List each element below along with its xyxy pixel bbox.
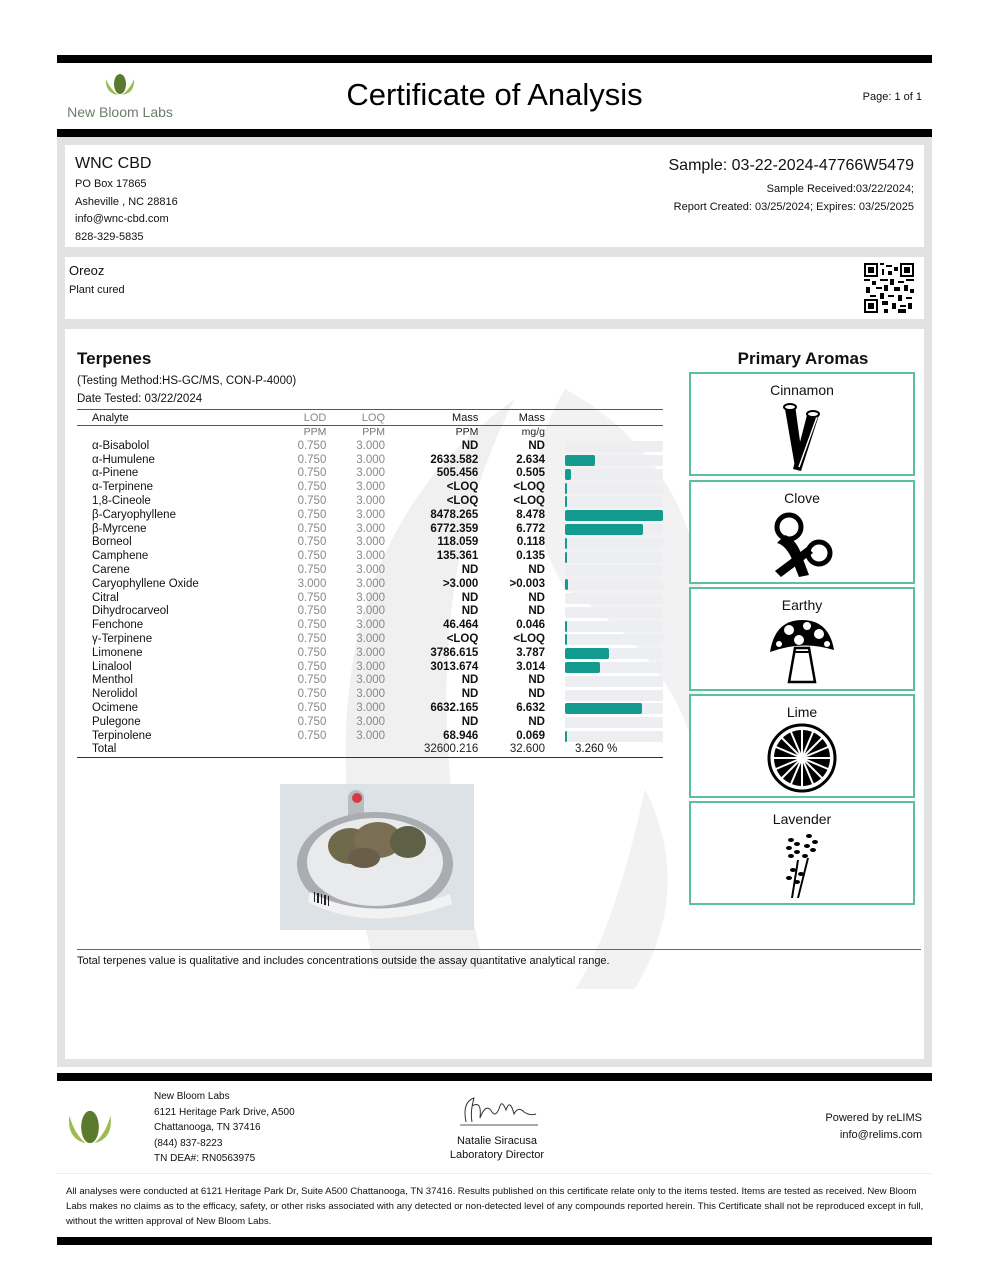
table-row — [77, 605, 663, 619]
concentration-bar-track — [565, 552, 663, 563]
concentration-bar — [565, 703, 642, 714]
product-name: Oreoz — [69, 263, 105, 278]
concentration-bar — [565, 648, 609, 659]
lod-value: 0.750 — [297, 591, 327, 604]
page-title: Certificate of Analysis — [346, 77, 643, 112]
table-row — [77, 523, 663, 537]
concentration-bar-cell — [545, 716, 663, 730]
note-divider — [77, 949, 921, 950]
table-row — [77, 674, 663, 688]
mass-mg-value: 0.135 — [516, 550, 545, 563]
loq-value: 3.000 — [356, 674, 386, 687]
lab-phone: (844) 837-8223 — [154, 1137, 223, 1149]
mass-ppm-value: <LOQ — [446, 481, 479, 494]
client-name: WNC CBD — [75, 155, 152, 172]
mass-ppm-value: ND — [461, 674, 479, 687]
concentration-bar-track — [565, 538, 663, 549]
top-rule — [57, 55, 932, 63]
concentration-bar-track — [565, 648, 663, 659]
table-row — [77, 688, 663, 702]
analyte-name: Camphene — [92, 550, 149, 563]
aromas-title: Primary Aromas — [737, 349, 869, 368]
lab-name: New Bloom Labs — [67, 104, 173, 120]
concentration-bar-track — [565, 731, 663, 742]
page-footer — [57, 1082, 932, 1172]
lod-value: 0.750 — [297, 646, 327, 659]
concentration-bar-track — [565, 621, 663, 632]
mass-ppm-value: >3.000 — [442, 577, 479, 590]
col-mass-mg: Mass — [478, 410, 545, 426]
mass-ppm-value: 135.361 — [436, 550, 479, 563]
concentration-bar-cell — [545, 661, 663, 675]
aroma-card-cinnamon — [689, 372, 915, 476]
mass-ppm-value: <LOQ — [446, 494, 479, 507]
analyte-name: β-Caryophyllene — [92, 508, 176, 521]
lod-value: 0.750 — [297, 467, 327, 480]
disclaimer: All analyses were conducted at 6121 Heritage Park Dr, Suite A500 Chattanooga, TN 37416. Results published on this certificate relate only to the items tested. Items are tested as received. New Bloom Labs makes no claims as to the efficacy, safety, or other risks associated with any detected or non-detected level of any compounds reported herein. This Certificate shall not be reproduced except in full, without the written approval of New Bloom Labs. — [66, 1186, 924, 1227]
concentration-bar — [565, 621, 567, 632]
mass-mg-value: 6.772 — [516, 522, 545, 535]
unit-ppm: PPM — [455, 426, 479, 438]
powered-by-email[interactable]: info@relims.com — [839, 1129, 922, 1141]
mass-mg-value: <LOQ — [513, 494, 545, 507]
table-row — [77, 467, 663, 481]
bloom-logo-icon — [65, 1106, 115, 1148]
loq-value: 3.000 — [356, 646, 386, 659]
lod-value: 0.750 — [297, 701, 327, 714]
mass-ppm-value: 6632.165 — [430, 701, 479, 714]
client-address-line: Asheville , NC 28816 — [75, 195, 178, 208]
loq-value: 3.000 — [356, 660, 386, 673]
table-row — [77, 454, 663, 468]
analyte-name: Limonene — [92, 646, 143, 659]
concentration-bar — [565, 552, 567, 563]
concentration-bar-cell — [545, 647, 663, 661]
concentration-bar-cell — [545, 481, 663, 495]
concentration-bar-cell — [545, 605, 663, 619]
mass-ppm-value: ND — [461, 439, 479, 452]
loq-value: 3.000 — [356, 467, 386, 480]
client-address — [75, 176, 178, 246]
loq-value: 3.000 — [356, 619, 386, 632]
product-type: Plant cured — [69, 284, 125, 296]
table-row — [77, 592, 663, 606]
mass-mg-value: 6.632 — [516, 701, 545, 714]
aroma-label: Earthy — [781, 597, 823, 613]
lod-value: 3.000 — [297, 577, 327, 590]
clove-icon — [767, 509, 837, 579]
col-bar — [545, 410, 663, 426]
table-row — [77, 550, 663, 564]
loq-value: 3.000 — [356, 715, 386, 728]
concentration-bar-track — [565, 593, 663, 604]
sample-id: Sample: 03-22-2024-47766W5479 — [668, 157, 914, 174]
signature-block — [437, 1092, 557, 1161]
mass-ppm-value: 3013.674 — [430, 660, 479, 673]
lod-value: 0.750 — [297, 674, 327, 687]
lavender-icon — [777, 830, 827, 900]
table-row — [77, 716, 663, 730]
loq-value: 3.000 — [356, 632, 386, 645]
concentration-bar-track — [565, 634, 663, 645]
lod-value: 0.750 — [297, 563, 327, 576]
mass-mg-value: <LOQ — [513, 481, 545, 494]
concentration-bar-track — [565, 676, 663, 687]
content-frame — [57, 137, 932, 1067]
table-row — [77, 578, 663, 592]
concentration-bar-cell — [545, 674, 663, 688]
analyte-name: Menthol — [92, 674, 133, 687]
sample-photo-image — [280, 784, 474, 930]
signer-name: Natalie Siracusa — [456, 1135, 538, 1147]
table-row — [77, 619, 663, 633]
testing-method: (Testing Method:HS-GC/MS, CON-P-4000) — [77, 375, 297, 387]
total-row — [77, 743, 663, 757]
col-analyte: Analyte — [77, 410, 272, 426]
concentration-bar-track — [565, 565, 663, 576]
concentration-bar — [565, 662, 600, 673]
mass-mg-value: 0.505 — [516, 467, 545, 480]
aroma-card-earthy — [689, 587, 915, 691]
analyte-name: Ocimene — [92, 701, 139, 714]
concentration-bar-cell — [545, 578, 663, 592]
page-header — [57, 63, 932, 129]
mass-ppm-value: 6772.359 — [430, 522, 479, 535]
page-number: Page: 1 of 1 — [862, 91, 922, 103]
concentration-bar — [565, 496, 567, 507]
concentration-bar — [565, 524, 643, 535]
concentration-bar-cell — [545, 454, 663, 468]
results-panel — [65, 329, 924, 1059]
header-rule — [57, 129, 932, 137]
analyte-name: α-Terpinene — [92, 481, 153, 494]
client-email: info@wnc-cbd.com — [75, 213, 169, 225]
mass-mg-value: 0.118 — [516, 536, 545, 549]
concentration-bar-cell — [545, 688, 663, 702]
mass-mg-value: 2.634 — [516, 453, 545, 466]
concentration-bar — [565, 455, 595, 466]
sample-meta — [674, 181, 914, 216]
concentration-bar-cell — [545, 592, 663, 606]
client-panel — [65, 145, 924, 247]
analyte-name: γ-Terpinene — [92, 632, 153, 645]
mushroom-icon — [767, 616, 837, 686]
table-row — [77, 730, 663, 744]
analyte-name: β-Myrcene — [92, 522, 147, 535]
col-lod: LOD — [272, 410, 326, 426]
concentration-bar — [565, 483, 567, 494]
lod-value: 0.750 — [297, 688, 327, 701]
aroma-label: Clove — [784, 490, 820, 506]
loq-value: 3.000 — [356, 481, 386, 494]
powered-by — [825, 1110, 922, 1144]
concentration-bar-track — [565, 483, 663, 494]
loq-value: 3.000 — [356, 522, 386, 535]
signature-icon — [452, 1092, 542, 1128]
aroma-card-clove — [689, 480, 915, 584]
concentration-bar — [565, 731, 567, 742]
footer-divider — [57, 1173, 932, 1174]
table-header-row — [77, 410, 663, 426]
unit-loq: PPM — [362, 426, 386, 438]
col-loq: LOQ — [326, 410, 385, 426]
mass-mg-value: 3.787 — [516, 646, 545, 659]
analyte-name: Carene — [92, 563, 130, 576]
mass-mg-value: 0.046 — [516, 619, 545, 632]
mass-mg-value: 8.478 — [516, 508, 545, 521]
concentration-bar-cell — [545, 564, 663, 578]
mass-ppm-value: ND — [461, 688, 479, 701]
concentration-bar-track — [565, 662, 663, 673]
concentration-bar-cell — [545, 633, 663, 647]
concentration-bar-cell — [545, 550, 663, 564]
total-ppm: 32600.216 — [385, 743, 478, 757]
mass-ppm-value: 3786.615 — [430, 646, 479, 659]
mass-mg-value: ND — [528, 591, 545, 604]
powered-by-text: Powered by reLIMS — [825, 1112, 922, 1124]
concentration-bar-cell — [545, 495, 663, 509]
table-row — [77, 440, 663, 454]
mass-mg-value: ND — [528, 674, 545, 687]
analyte-name: Fenchone — [92, 619, 144, 632]
cinnamon-icon — [777, 401, 827, 473]
concentration-bar-cell — [545, 523, 663, 537]
concentration-bar-cell — [545, 702, 663, 716]
table-row — [77, 702, 663, 716]
client-address-line: PO Box 17865 — [75, 178, 147, 190]
mass-ppm-value: ND — [461, 605, 479, 618]
analyte-name: 1,8-Cineole — [92, 494, 151, 507]
concentration-bar-track — [565, 510, 663, 521]
mass-mg-value: 0.069 — [516, 729, 545, 742]
analyte-name: α-Humulene — [92, 453, 155, 466]
table-row — [77, 536, 663, 550]
table-row — [77, 564, 663, 578]
loq-value: 3.000 — [356, 536, 386, 549]
loq-value: 3.000 — [356, 494, 386, 507]
table-row — [77, 509, 663, 523]
total-percent: 3.260 % — [545, 743, 663, 757]
qr-code-icon[interactable] — [864, 263, 914, 313]
lod-value: 0.750 — [297, 508, 327, 521]
sample-received: Sample Received:03/22/2024; — [766, 183, 914, 195]
concentration-bar-track — [565, 469, 663, 480]
mass-mg-value: ND — [528, 563, 545, 576]
loq-value: 3.000 — [356, 688, 386, 701]
loq-value: 3.000 — [356, 577, 386, 590]
lod-value: 0.750 — [297, 715, 327, 728]
bottom-rule — [57, 1237, 932, 1245]
mass-mg-value: ND — [528, 439, 545, 452]
concentration-bar-track — [565, 717, 663, 728]
analyte-name: Nerolidol — [92, 688, 138, 701]
section-title: Terpenes — [77, 349, 152, 368]
lab-address-line: 6121 Heritage Park Drive, A500 — [154, 1106, 295, 1118]
mass-ppm-value: 68.946 — [443, 729, 479, 742]
analyte-name: Linalool — [92, 660, 132, 673]
analyte-name: Dihydrocarveol — [92, 605, 169, 618]
lod-value: 0.750 — [297, 522, 327, 535]
lab-address-line: Chattanooga, TN 37416 — [154, 1122, 261, 1133]
table-row — [77, 661, 663, 675]
analyte-name: α-Pinene — [92, 467, 139, 480]
concentration-bar-track — [565, 524, 663, 535]
loq-value: 3.000 — [356, 563, 386, 576]
aroma-label: Lavender — [772, 811, 832, 827]
table-row — [77, 633, 663, 647]
concentration-bar-cell — [545, 467, 663, 481]
lod-value: 0.750 — [297, 439, 327, 452]
loq-value: 3.000 — [356, 550, 386, 563]
lab-address-line: New Bloom Labs — [154, 1091, 230, 1102]
sample-photo — [280, 784, 474, 930]
loq-value: 3.000 — [356, 591, 386, 604]
analyte-name: Pulegone — [92, 715, 141, 728]
concentration-bar — [565, 579, 568, 590]
mass-ppm-value: <LOQ — [446, 632, 479, 645]
concentration-bar — [565, 634, 567, 645]
date-tested: Date Tested: 03/22/2024 — [77, 393, 203, 405]
concentration-bar-cell — [545, 536, 663, 550]
mass-mg-value: ND — [528, 605, 545, 618]
lod-value: 0.750 — [297, 550, 327, 563]
concentration-bar-track — [565, 579, 663, 590]
total-mg: 32.600 — [478, 743, 545, 757]
lod-value: 0.750 — [297, 632, 327, 645]
concentration-bar-track — [565, 703, 663, 714]
mass-mg-value: <LOQ — [513, 632, 545, 645]
lod-value: 0.750 — [297, 536, 327, 549]
analyte-name: Borneol — [92, 536, 132, 549]
footer-rule — [57, 1073, 932, 1081]
aroma-card-lime — [689, 694, 915, 798]
aroma-label: Lime — [786, 704, 818, 720]
lab-dea: TN DEA#: RN0563975 — [154, 1153, 256, 1164]
table-row — [77, 481, 663, 495]
total-label: Total — [77, 743, 272, 757]
concentration-bar-track — [565, 441, 663, 452]
lod-value: 0.750 — [297, 494, 327, 507]
mass-ppm-value: 118.059 — [437, 536, 479, 549]
loq-value: 3.000 — [356, 439, 386, 452]
concentration-bar-cell — [545, 730, 663, 744]
aroma-card-lavender — [689, 801, 915, 905]
lod-value: 0.750 — [297, 481, 327, 494]
concentration-bar-track — [565, 455, 663, 466]
loq-value: 3.000 — [356, 508, 386, 521]
lod-value: 0.750 — [297, 605, 327, 618]
concentration-bar-cell — [545, 509, 663, 523]
concentration-bar — [565, 538, 567, 549]
concentration-bar-cell — [545, 619, 663, 633]
concentration-bar-track — [565, 690, 663, 701]
lod-value: 0.750 — [297, 660, 327, 673]
col-mass-ppm: Mass — [385, 410, 478, 426]
aroma-label: Cinnamon — [770, 382, 834, 398]
mass-ppm-value: 2633.582 — [430, 453, 479, 466]
terpenes-note: Total terpenes value is qualitative and includes concentrations outside the assay quantitative analytical range. — [77, 955, 610, 967]
signer-role: Laboratory Director — [449, 1149, 545, 1161]
analyte-name: Citral — [92, 591, 119, 604]
lod-value: 0.750 — [297, 453, 327, 466]
terpenes-table — [77, 409, 663, 758]
mass-ppm-value: 505.456 — [436, 467, 479, 480]
mass-ppm-value: ND — [461, 563, 479, 576]
mass-ppm-value: 46.464 — [443, 619, 479, 632]
lime-icon — [767, 723, 837, 793]
lab-address — [154, 1089, 295, 1167]
concentration-bar-track — [565, 496, 663, 507]
loq-value: 3.000 — [356, 729, 386, 742]
unit-mg: mg/g — [521, 426, 545, 438]
table-row — [77, 647, 663, 661]
units-row — [77, 426, 663, 440]
mass-ppm-value: ND — [461, 715, 479, 728]
analyte-name: Caryophyllene Oxide — [92, 577, 199, 590]
loq-value: 3.000 — [356, 701, 386, 714]
concentration-bar — [565, 510, 663, 521]
analyte-name: α-Bisabolol — [92, 439, 150, 452]
concentration-bar-cell — [545, 440, 663, 454]
unit-lod: PPM — [303, 426, 327, 438]
client-phone: 828-329-5835 — [75, 230, 144, 243]
loq-value: 3.000 — [356, 453, 386, 466]
mass-mg-value: >0.003 — [509, 577, 545, 590]
concentration-bar-track — [565, 607, 663, 618]
product-panel — [65, 257, 924, 319]
report-dates: Report Created: 03/25/2024; Expires: 03/25/2025 — [673, 200, 914, 213]
concentration-bar — [565, 469, 571, 480]
analyte-name: Terpinolene — [92, 729, 152, 742]
lod-value: 0.750 — [297, 729, 327, 742]
table-row — [77, 495, 663, 509]
mass-mg-value: ND — [528, 688, 545, 701]
loq-value: 3.000 — [356, 605, 386, 618]
lod-value: 0.750 — [297, 619, 327, 632]
mass-mg-value: ND — [528, 715, 545, 728]
mass-ppm-value: ND — [461, 591, 479, 604]
mass-ppm-value: 8478.265 — [430, 508, 479, 521]
mass-mg-value: 3.014 — [516, 660, 545, 673]
